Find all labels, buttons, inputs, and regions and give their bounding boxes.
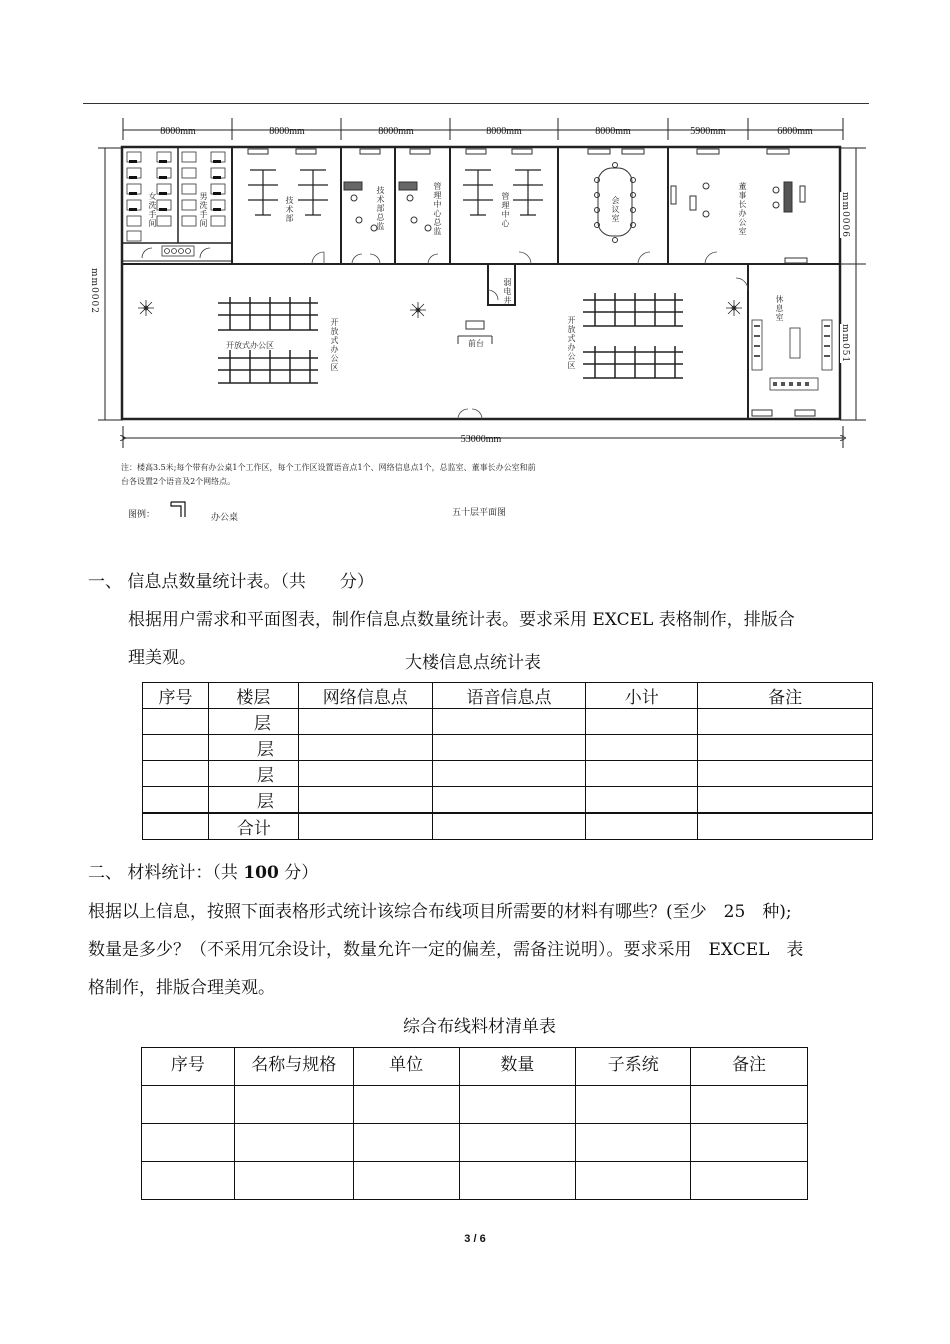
table-cell — [698, 813, 873, 840]
dim-top-5: 8000mm — [595, 126, 631, 137]
table-header-row — [143, 683, 873, 709]
header-cell: 备注 — [698, 683, 873, 709]
floor-title: 五十层平面图 — [452, 508, 507, 518]
dim-right-bottom: mm051 — [840, 324, 850, 364]
page-number: 3 / 6 — [464, 1233, 486, 1245]
table-cell — [234, 1162, 353, 1200]
table-cell — [353, 1162, 459, 1200]
table-cell — [459, 1162, 576, 1200]
header-cell: 语音信息点 — [432, 683, 586, 709]
dim-bottom: 53000mm — [460, 434, 502, 445]
table-cell — [691, 1162, 808, 1200]
table-cell — [143, 787, 209, 814]
dim-right-top: mm0006 — [840, 192, 850, 238]
table-cell — [459, 1086, 576, 1124]
table-cell — [432, 761, 586, 787]
section2-heading-score: 100 — [243, 863, 279, 883]
section1-body-line2: 理美观。 — [128, 648, 196, 668]
header-cell: 网络信息点 — [298, 683, 432, 709]
info-point-table — [142, 682, 873, 840]
materials-table — [141, 1047, 808, 1200]
table-cell — [298, 813, 432, 840]
header-cell: 备注 — [691, 1048, 808, 1086]
room-tech-head: 技术部总监 — [376, 186, 385, 231]
table-cell — [142, 1086, 235, 1124]
section1-table-title: 大楼信息点统计表 — [405, 653, 541, 673]
table-cell — [234, 1124, 353, 1162]
section1-heading: 一、 信息点数量统计表。（共 分） — [88, 572, 374, 592]
header-cell: 子系统 — [576, 1048, 691, 1086]
room-weak: 弱电井 — [503, 278, 512, 305]
room-rest: 休息室 — [775, 295, 784, 322]
table-cell — [586, 787, 698, 814]
table-cell: 层 — [208, 761, 298, 787]
dim-top-1: 8000mm — [160, 126, 196, 137]
table-cell — [143, 709, 209, 735]
dim-top-4: 8000mm — [486, 126, 522, 137]
room-women: 女洗手间 — [148, 192, 157, 228]
dim-top-6: 5900mm — [690, 126, 726, 137]
header-cell: 单位 — [353, 1048, 459, 1086]
table-cell — [586, 735, 698, 761]
room-men: 男洗手间 — [199, 192, 208, 228]
room-chairman: 董事长办公室 — [738, 182, 747, 236]
room-tech: 技术部 — [285, 196, 294, 223]
table-cell — [143, 813, 209, 840]
table-cell — [432, 735, 586, 761]
table-cell: 层 — [208, 709, 298, 735]
room-open-right: 开放式办公区 — [567, 316, 576, 370]
dim-left: mm0002 — [89, 268, 99, 314]
dim-top-2: 8000mm — [269, 126, 305, 137]
table-row — [143, 787, 873, 814]
table-row — [143, 813, 873, 840]
table-cell — [234, 1086, 353, 1124]
table-row — [143, 761, 873, 787]
table-cell — [353, 1086, 459, 1124]
legend-desk: 办公桌 — [211, 513, 239, 523]
legend-label: 图例： — [128, 510, 156, 520]
table-cell — [298, 787, 432, 814]
table-cell — [586, 761, 698, 787]
floor-plan — [0, 0, 950, 540]
section2-heading — [88, 859, 318, 887]
table-cell — [432, 709, 586, 735]
dim-top-7: 6800mm — [777, 126, 813, 137]
table-cell — [353, 1124, 459, 1162]
table-cell — [298, 709, 432, 735]
table-cell — [691, 1124, 808, 1162]
table-cell — [586, 813, 698, 840]
table-cell — [432, 813, 586, 840]
room-meeting: 会议室 — [611, 196, 620, 223]
room-mgmt: 管理中心 — [501, 192, 510, 228]
table-row — [142, 1162, 808, 1200]
table-cell — [691, 1086, 808, 1124]
table-row — [143, 735, 873, 761]
table-cell — [142, 1124, 235, 1162]
section1-body-line1: 根据用户需求和平面图表，制作信息点数量统计表。要求采用 EXCEL 表格制作，排版合 — [128, 610, 795, 630]
plan-note: 注：楼高3.5米;每个带有办公桌1个工作区，每个工作区设置语音点1个、网络信息点1个，总监室、董事长办公室和前台各设置2个语音及2个网络点。 — [121, 463, 536, 486]
table-cell — [298, 761, 432, 787]
header-cell: 数量 — [459, 1048, 576, 1086]
table-cell: 合计 — [208, 813, 298, 840]
header-cell: 序号 — [143, 683, 209, 709]
table-cell — [143, 761, 209, 787]
table-cell — [576, 1162, 691, 1200]
table-row — [142, 1086, 808, 1124]
table-cell — [586, 709, 698, 735]
table-cell — [142, 1162, 235, 1200]
table-header-row — [142, 1048, 808, 1086]
room-open-left: 开放式办公区 — [330, 318, 339, 372]
table-cell — [698, 761, 873, 787]
section2-body-line3: 格制作，排版合理美观。 — [88, 978, 275, 998]
table-cell — [576, 1086, 691, 1124]
section2-heading-post: 分） — [278, 863, 319, 883]
header-cell: 名称与规格 — [234, 1048, 353, 1086]
table-row — [142, 1124, 808, 1162]
section2-body-line2: 数量是多少？（不采用冗余设计，数量允许一定的偏差，需备注说明）。要求采用 EXCEL 表 — [88, 940, 804, 960]
section2-body-line1: 根据以上信息，按照下面表格形式统计该综合布线项目所需要的材料有哪些？(至少 25 种); — [88, 902, 792, 922]
table-cell — [698, 735, 873, 761]
room-reception: 前台 — [468, 339, 484, 348]
room-mgmt-head: 管理中心总监 — [433, 182, 442, 236]
section2-table-title: 综合布线料材清单表 — [403, 1017, 556, 1037]
table-cell — [698, 709, 873, 735]
table-cell — [143, 735, 209, 761]
table-cell — [432, 787, 586, 814]
dim-top-3: 8000mm — [378, 126, 414, 137]
section2-heading-pre: 二、 材料统计：（共 — [88, 863, 244, 883]
table-row — [143, 709, 873, 735]
table-cell — [459, 1124, 576, 1162]
header-cell: 小计 — [586, 683, 698, 709]
header-cell: 序号 — [142, 1048, 235, 1086]
table-cell — [698, 787, 873, 814]
table-cell: 层 — [208, 735, 298, 761]
table-cell — [576, 1124, 691, 1162]
header-cell: 楼层 — [208, 683, 298, 709]
table-cell: 层 — [208, 787, 298, 814]
table-cell — [298, 735, 432, 761]
room-open-left-h: 开放式办公区 — [226, 341, 274, 350]
